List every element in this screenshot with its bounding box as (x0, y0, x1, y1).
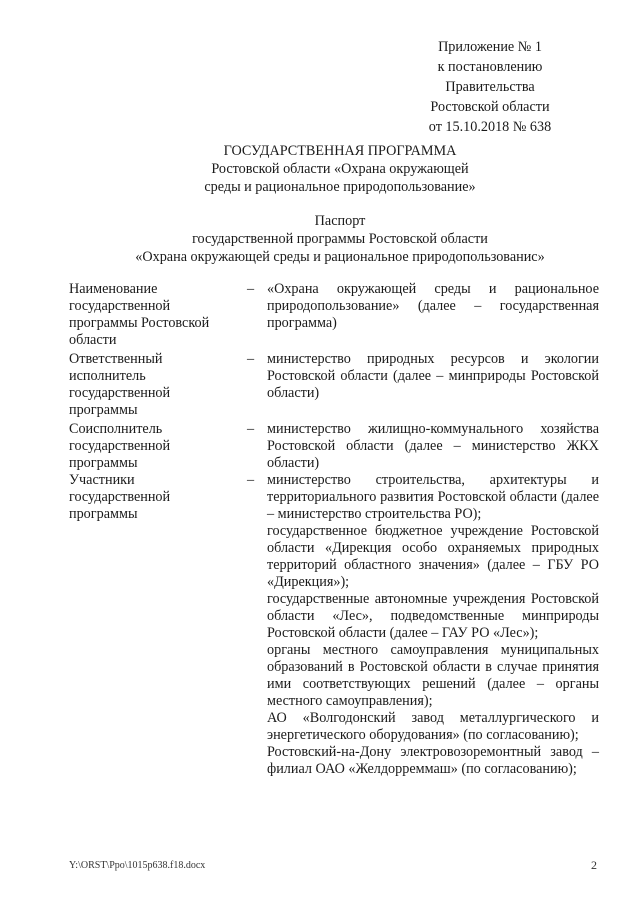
row-value (267, 472, 599, 778)
row-dash: – (247, 281, 255, 297)
row-label-line: Соисполнитель (69, 421, 163, 437)
row-label-line: государственной (69, 298, 171, 314)
passport-row (0, 351, 640, 419)
row-value-paragraph: министерство природных ресурсов и экологии Ростовской области (далее – минприроды Ростовской области) (267, 351, 599, 401)
row-value (267, 281, 599, 332)
row-label (69, 472, 249, 523)
appendix-line: к постановлению (437, 59, 543, 75)
passport-table (0, 281, 640, 778)
row-value (267, 421, 599, 472)
program-title-line: ГОСУДАРСТВЕННАЯ ПРОГРАММА (223, 143, 457, 159)
row-label-line: государственной (69, 438, 171, 454)
page-number: 2 (591, 858, 597, 872)
row-dash: – (247, 351, 255, 367)
appendix-line: Ростовской области (430, 99, 550, 115)
row-value-paragraph: государственные автономные учреждения Ростовской области «Лес», подведомственные минприроды Ростовской области (далее – ГАУ РО «Лес»); (267, 591, 599, 641)
passport-row (0, 472, 640, 778)
row-label-line: области (69, 332, 117, 348)
program-title-line: среды и рациональное природопользование» (204, 179, 476, 195)
row-label-line: программы (69, 506, 138, 522)
passport-title-line: государственной программы Ростовской области (192, 231, 488, 247)
file-path: Y:\ORST\Ppo\1015p638.f18.docx (69, 860, 206, 871)
passport-title-line: Паспорт (314, 213, 366, 229)
row-dash: – (247, 472, 255, 488)
program-title (60, 142, 620, 196)
appendix-line: Приложение № 1 (438, 39, 542, 55)
row-label-line: программы (69, 455, 138, 471)
row-label-line: исполнитель (69, 368, 146, 384)
row-value-paragraph: государственное бюджетное учреждение Ростовской области «Дирекция особо охраняемых природных территорий областного значения» (далее – ГБУ РО «Дирекция»); (267, 523, 599, 590)
row-label (69, 421, 249, 472)
row-value-paragraph: органы местного самоуправления муниципальных образований в Ростовской области в случае принятия ими соответствующих решений (далее – органы местного самоуправления); (267, 642, 599, 709)
row-value-paragraph: АО «Волгодонский завод металлургического и энергетического оборудования» (по согласованию); (267, 710, 599, 743)
row-label-line: Ответственный (69, 351, 163, 367)
row-label (69, 351, 249, 419)
row-label-line: программы Ростовской (69, 315, 210, 331)
appendix-line: Правительства (445, 79, 535, 95)
row-value-paragraph: Ростовский-на-Дону электровозоремонтный завод – филиал ОАО «Желдорреммаш» (по согласованию); (267, 744, 599, 777)
row-value-paragraph: министерство жилищно-коммунального хозяйства Ростовской области (далее – министерство ЖКХ области) (267, 421, 599, 471)
row-value-paragraph: «Охрана окружающей среды и рациональное природопользование» (далее – государственная программа) (267, 281, 599, 331)
row-label (69, 281, 249, 349)
row-value (267, 351, 599, 402)
row-label-line: государственной (69, 489, 171, 505)
passport-title (40, 212, 640, 266)
row-label-line: программы (69, 402, 138, 418)
row-label-line: Участники (69, 472, 135, 488)
passport-row (0, 281, 640, 349)
row-label-line: государственной (69, 385, 171, 401)
row-label-line: Наименование (69, 281, 158, 297)
row-dash: – (247, 421, 255, 437)
passport-title-line: «Охрана окружающей среды и рациональное природопользованис» (135, 249, 545, 265)
row-value-paragraph: министерство строительства, архитектуры и территориального развития Ростовской области (далее – министерство строительства РО); (267, 472, 599, 522)
program-title-line: Ростовской области «Охрана окружающей (211, 161, 469, 177)
appendix-block (380, 37, 600, 137)
passport-row (0, 421, 640, 472)
appendix-line: от 15.10.2018 № 638 (428, 119, 552, 135)
